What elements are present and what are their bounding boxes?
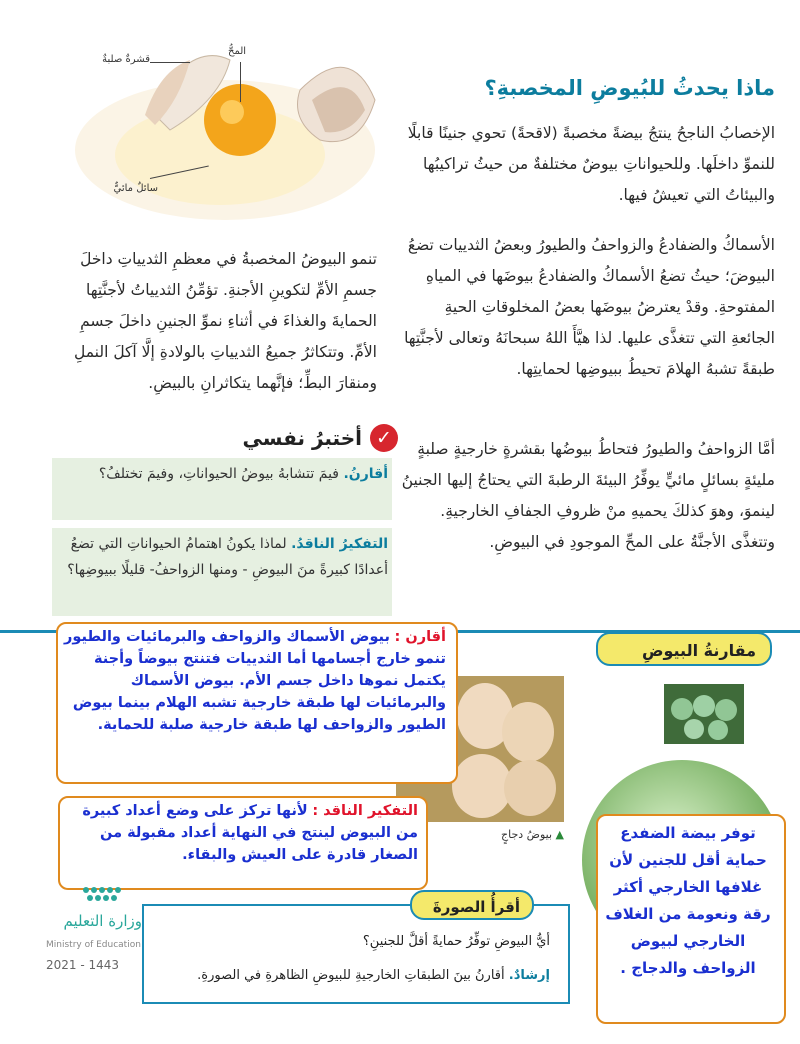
read-image-question: أيُّ البيوضِ توفِّرُ حمايةً أقلَّ للجنينِ؟ — [362, 934, 550, 949]
answer-compare-keyword: أقارن : — [394, 629, 446, 645]
ministry-name-en: Ministry of Education — [46, 940, 141, 950]
self-test-title: أختبرُ نفسي — [242, 426, 362, 450]
caption-triangle-icon: ▲ — [555, 828, 564, 841]
yolk-leader-line — [240, 62, 241, 102]
answer-compare — [64, 626, 446, 736]
chicken-eggs-image — [440, 676, 564, 822]
chicken-eggs-photo — [440, 676, 564, 822]
ministry-year: 2021 - 1443 — [46, 958, 120, 972]
question-critical-text: لماذا يكونُ اهتمامُ الحيواناتِ التي تضعُ أعدادًا كبيرةً منَ البيوضِ - ومنها الزواحفُ- قليلًا ببيوضِها؟ — [67, 536, 388, 578]
paragraph-fish-frogs: الأسماكُ والضفادعُ والزواحفُ والطيورُ وبعضُ الثدييات تضعُ البيوضَ؛ حيثُ تضعُ الأسماكُ والضفادعُ بيوضَها في المياهِ المفتوحةِ. وقدْ يعترضُ بيوضَها بعضُ المخلوقاتِ الحيةِ الجائعةِ التي تتغذَّى عليها. لذا هيَّأَ اللهُ سبحانَهُ وتعالى لأجنَّتِها طبقةً تشبهُ الهلامَ تحيطُ ببيوضِها لحمايتِها. — [404, 236, 775, 378]
answer-read-image-text: توفر بيضة الضفدع حماية أقل للجنين لأن غلافها الخارجي أكثر رقة ونعومة من الغلاف الخارجي لبيوض الزواحف والدجاج . — [605, 824, 771, 977]
question-compare-text: فيمَ تتشابهُ بيوضُ الحيواناتِ، وفيمَ تختلفُ؟ — [98, 466, 339, 482]
answer-critical — [64, 800, 418, 866]
compare-eggs-pill: مقارنةُ البيوضِ — [596, 632, 772, 666]
question-critical-thinking — [58, 531, 388, 583]
frog-eggs-image — [664, 684, 744, 744]
read-image-pill: أقرأُ الصورةَ — [410, 890, 534, 920]
answer-critical-text: لأنها تركز على وضع أعداد كبيرة من البيوض لينتج في النهاية أعداد مقبولة من الصغار قادرة على العيش والبقاء. — [82, 803, 418, 863]
answer-critical-keyword: التفكير الناقد : — [312, 803, 418, 819]
frog-eggs-thumbnail — [664, 684, 744, 744]
label-fluid: سائلٌ مائيٌّ — [113, 183, 158, 194]
label-shell: قشرةٌ صلبةٌ — [102, 54, 150, 65]
chicken-eggs-caption — [440, 828, 564, 841]
cracked-egg-image — [50, 40, 380, 230]
ministry-name-ar: وزارة التعليم — [63, 912, 142, 930]
question-compare — [58, 461, 388, 487]
caption-text: بيوضُ دجاجٍ — [501, 828, 553, 841]
question-compare-keyword: أقارنُ. — [343, 466, 388, 482]
read-image-hint — [150, 968, 550, 983]
ministry-logo-icon — [80, 884, 140, 906]
read-image-hint-text: أقارنُ بينَ الطبقاتِ الخارجيةِ للبيوضِ الظاهرةِ في الصورةِ. — [197, 968, 505, 983]
read-image-hint-keyword: إرشادٌ. — [508, 968, 550, 983]
label-yolk: المحُّ — [228, 46, 247, 57]
checkmark-icon: ✓ — [370, 424, 398, 452]
question-critical-keyword: التفكيرُ الناقدُ. — [291, 536, 388, 552]
shell-leader-line — [150, 62, 190, 63]
page-heading: ماذا يحدثُ للبُيوضِ المخصبةِ؟ — [484, 76, 775, 100]
egg-illustration — [50, 40, 380, 230]
paragraph-reptiles-birds: أمَّا الزواحفُ والطيورُ فتحاطُ بيوضُها بقشرةٍ خارجيةٍ صلبةٍ مليئةٍ بسائلٍ مائيٍّ يوفِّرُ البيئةَ الرطبةَ التي يحتاجُ إليها الجنينُ لينموَ، وهوَ كذلكَ يحميهِ منْ ظروفِ الجفافِ الخارجيةِ. وتتغذَّى الأجنَّةُ على المحِّ الموجودِ في البيوضِ. — [401, 440, 775, 551]
answer-compare-text: بيوض الأسماك والزواحف والبرمائيات والطيور تنمو خارج أجسامها أما الثدييات فتنتج بيوضاً وأجنة يكتمل نموها داخل جسم الأم. بيوض الأسماك والبرمائيات لها طبقة خارجية تشبه الهلام بينما بيوض الطيور والزواحف لها طبقة خارجية صلبة للحماية. — [64, 629, 446, 733]
paragraph-mammals: تنمو البيوضُ المخصبةُ في معظمِ الثديياتِ داخلَ جسمِ الأمِّ لتكوينِ الأجنةِ. تؤمِّنُ الثديياتُ لأجنَّتِها الحمايةَ والغذاءَ في أثناءِ نموِّ الجنينِ داخلَ جسمِ الأمِّ. وتتكاثرُ جميعُ الثديياتِ بالولادةِ إلَّا آكلَ النملِ ومنقارَ البطِّ؛ فإنَّهما يتكاثرانِ بالبيضِ. — [73, 250, 377, 392]
paragraph-fertilization: الإخصابُ الناجحُ ينتجُ بيضةً مخصبةً (لاقحةً) تحوي جنينًا قابلًا للنموِّ داخلَها. وللحيواناتِ بيوضٌ مختلفةٌ من حيثُ تراكيبُها والبيئاتُ التي تعيشُ فيها. — [407, 124, 775, 204]
